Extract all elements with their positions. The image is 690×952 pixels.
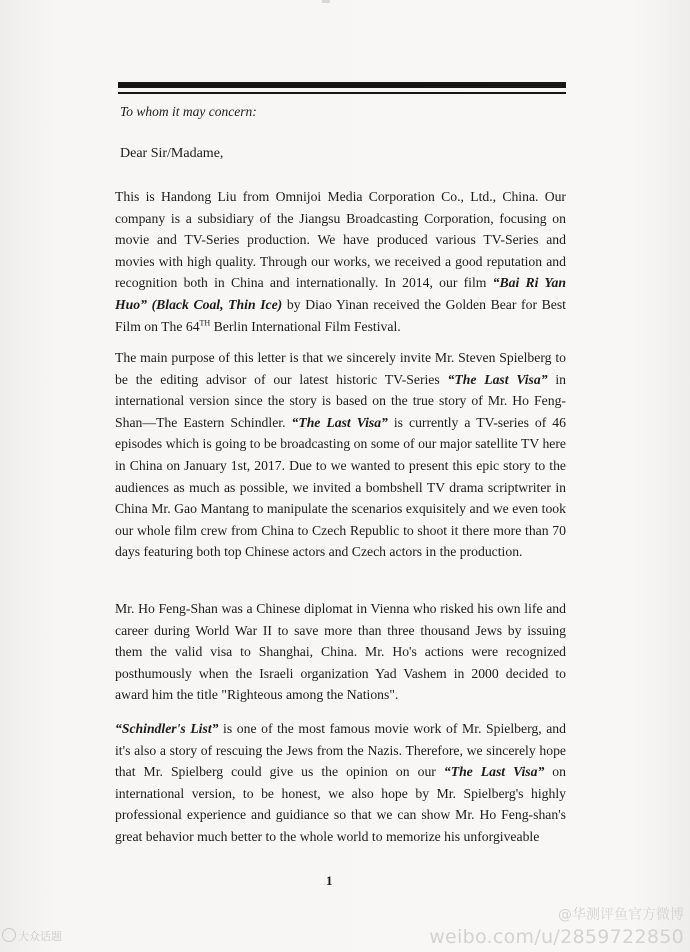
watermark-left [2, 928, 62, 944]
scan-mark [322, 0, 330, 3]
header-rule-thin [118, 92, 566, 94]
greeting: Dear Sir/Madame, [120, 146, 224, 161]
paragraph-request [115, 718, 566, 848]
watermark-handle: @华测评鱼官方微博 [558, 907, 684, 923]
paragraph-biography: Mr. Ho Feng-Shan was a Chinese diplomat in Vienna who risked his own life and career during World War II to save more than three thousand Jews by issuing them the valid visa to Shanghai, China. Mr. Ho's actions were recognized posthumously when the Israeli organization Yad Vashem in 2000 decided to award him the title "Righteous among the Nations". [115, 601, 566, 703]
paragraph-request-text-a: is one of the most famous movie work of Mr. Spielberg, and it's also a story of rescuing the Jews from the Nazis. Therefore, we sincerely hope that Mr. Spielberg could give us the opinion on our [115, 721, 566, 780]
ordinal-suffix: TH [199, 318, 211, 327]
series-title: “The Last Visa” [291, 414, 388, 430]
paragraph-intro-text-c: Berlin International Film Festival. [210, 318, 401, 334]
paragraph-purpose-text-a: The main purpose of this letter is that we sincerely invite Mr. Steven Spielberg to be the editing advisor of our latest historic TV-Series [115, 350, 566, 387]
watermark-right [429, 904, 684, 948]
film-title: “Bai Ri Yan Huo” (Black Coal, Thin Ice) [115, 275, 566, 312]
header-rule-thick [118, 82, 566, 88]
paragraph-request-text-b: on international version, to be honest, we also hope by Mr. Spielberg's highly professional experience and guidiance so that we can show Mr. Ho Feng-shan's great behavior much better to the whole world to memorize his unforgiveable [115, 764, 566, 844]
movie-title: “Schindler's List” [115, 721, 219, 736]
series-title: “The Last Visa” [447, 371, 548, 387]
paragraph-intro [115, 186, 566, 337]
watermark-left-text: 大众话题 [18, 930, 62, 943]
paragraph-purpose-text-c: is currently a TV-series of 46 episodes which is going to be broadcasting on some of our major satellite TV here in China on January 1st, 2017. Due to we wanted to present this epic story to the audiences as much as possible, we invited a bombshell TV drama scriptwriter in China Mr. Gao Mantang to manipulate the scenarios exquisitely and we even took our whole film crew from China to Czech Republic to shoot it there more than 70 days featuring both top Chinese actors and Czech actors in the production. [115, 414, 566, 560]
paragraph-intro-text-b: by Diao Yinan received the Golden Bear for Best Film on The 64 [115, 296, 566, 334]
page-number: 1 [326, 873, 333, 888]
paragraph-purpose [115, 347, 566, 563]
series-title: “The Last Visa” [443, 764, 545, 780]
weibo-icon [2, 928, 16, 942]
paragraph-purpose-text-b: in international version since the story is based on the true story of Mr. Ho Feng-Shan—The Eastern Schindler. [115, 371, 566, 430]
paragraph-intro-text-a: This is Handong Liu from Omnijoi Media Corporation Co., Ltd., China. Our company is a subsidiary of the Jiangsu Broadcasting Corporation, focusing on movie and TV-Series production. We have produced various TV-Series and movies with high quality. Through our works, we received a good reputation and recognition both in China and internationally. In 2014, our film [115, 189, 566, 291]
watermark-url: weibo.com/u/2859722850 [429, 926, 684, 948]
opening-line: To whom it may concern: [120, 104, 257, 119]
